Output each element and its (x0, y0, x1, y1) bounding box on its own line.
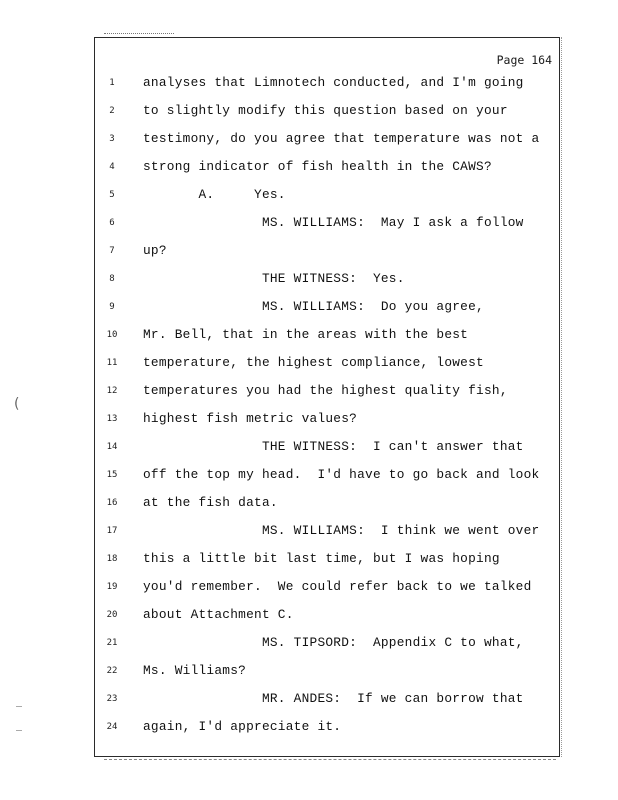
line-number: 20 (106, 610, 118, 620)
transcript-line: temperature, the highest compliance, lowest (143, 355, 484, 370)
line-number: 24 (106, 722, 118, 732)
line-number: 9 (109, 302, 115, 312)
right-edge-mark (561, 37, 565, 757)
transcript-line: highest fish metric values? (143, 411, 358, 426)
transcript-line: MS. TIPSORD: Appendix C to what, (143, 635, 524, 650)
line-number: 22 (106, 666, 118, 676)
line-number: 13 (106, 414, 118, 424)
transcript-line: at the fish data. (143, 495, 278, 510)
bottom-edge-mark (104, 759, 556, 763)
line-number: 11 (106, 358, 118, 368)
transcript-line: up? (143, 243, 167, 258)
transcript-line: Ms. Williams? (143, 663, 247, 678)
transcript-line: strong indicator of fish health in the CAWS? (143, 159, 492, 174)
transcript-line: Mr. Bell, that in the areas with the best (143, 327, 469, 342)
line-number: 8 (109, 274, 115, 284)
line-number: 2 (109, 106, 115, 116)
line-number: 7 (109, 246, 115, 256)
line-number: 15 (106, 470, 118, 480)
line-number: 5 (109, 190, 115, 200)
line-number: 18 (106, 554, 118, 564)
line-number: 23 (106, 694, 118, 704)
line-number: 12 (106, 386, 118, 396)
line-number: 10 (106, 330, 118, 340)
line-number: 14 (106, 442, 118, 452)
transcript-line: again, I'd appreciate it. (143, 719, 342, 734)
transcript-line: MS. WILLIAMS: May I ask a follow (143, 215, 524, 230)
transcript-line: THE WITNESS: Yes. (143, 271, 405, 286)
transcript-line: about Attachment C. (143, 607, 294, 622)
line-number: 4 (109, 162, 115, 172)
page-number: Page 164 (496, 53, 552, 67)
transcript-line: MR. ANDES: If we can borrow that (143, 691, 524, 706)
line-number-column (100, 69, 124, 741)
transcript-line: temperatures you had the highest quality fish, (143, 383, 508, 398)
transcript-line: THE WITNESS: I can't answer that (143, 439, 524, 454)
transcript-line: off the top my head. I'd have to go back and look (143, 467, 540, 482)
margin-tick (16, 730, 22, 731)
transcript-line: testimony, do you agree that temperature was not a (143, 131, 540, 146)
transcript-line: analyses that Limnotech conducted, and I'm going (143, 75, 524, 90)
line-number: 6 (109, 218, 115, 228)
transcript-line: you'd remember. We could refer back to we talked (143, 579, 532, 594)
margin-scan-mark: ( (14, 396, 20, 412)
transcript-text (143, 69, 558, 741)
line-number: 16 (106, 498, 118, 508)
transcript-line: this a little bit last time, but I was hoping (143, 551, 500, 566)
transcript-line: MS. WILLIAMS: I think we went over (143, 523, 540, 538)
line-number: 19 (106, 582, 118, 592)
transcript-line: A. Yes. (143, 187, 286, 202)
margin-tick (16, 706, 22, 707)
transcript-line: MS. WILLIAMS: Do you agree, (143, 299, 484, 314)
line-number: 3 (109, 134, 115, 144)
transcript-line: to slightly modify this question based on your (143, 103, 508, 118)
line-number: 21 (106, 638, 118, 648)
line-number: 17 (106, 526, 118, 536)
line-number: 1 (109, 78, 115, 88)
